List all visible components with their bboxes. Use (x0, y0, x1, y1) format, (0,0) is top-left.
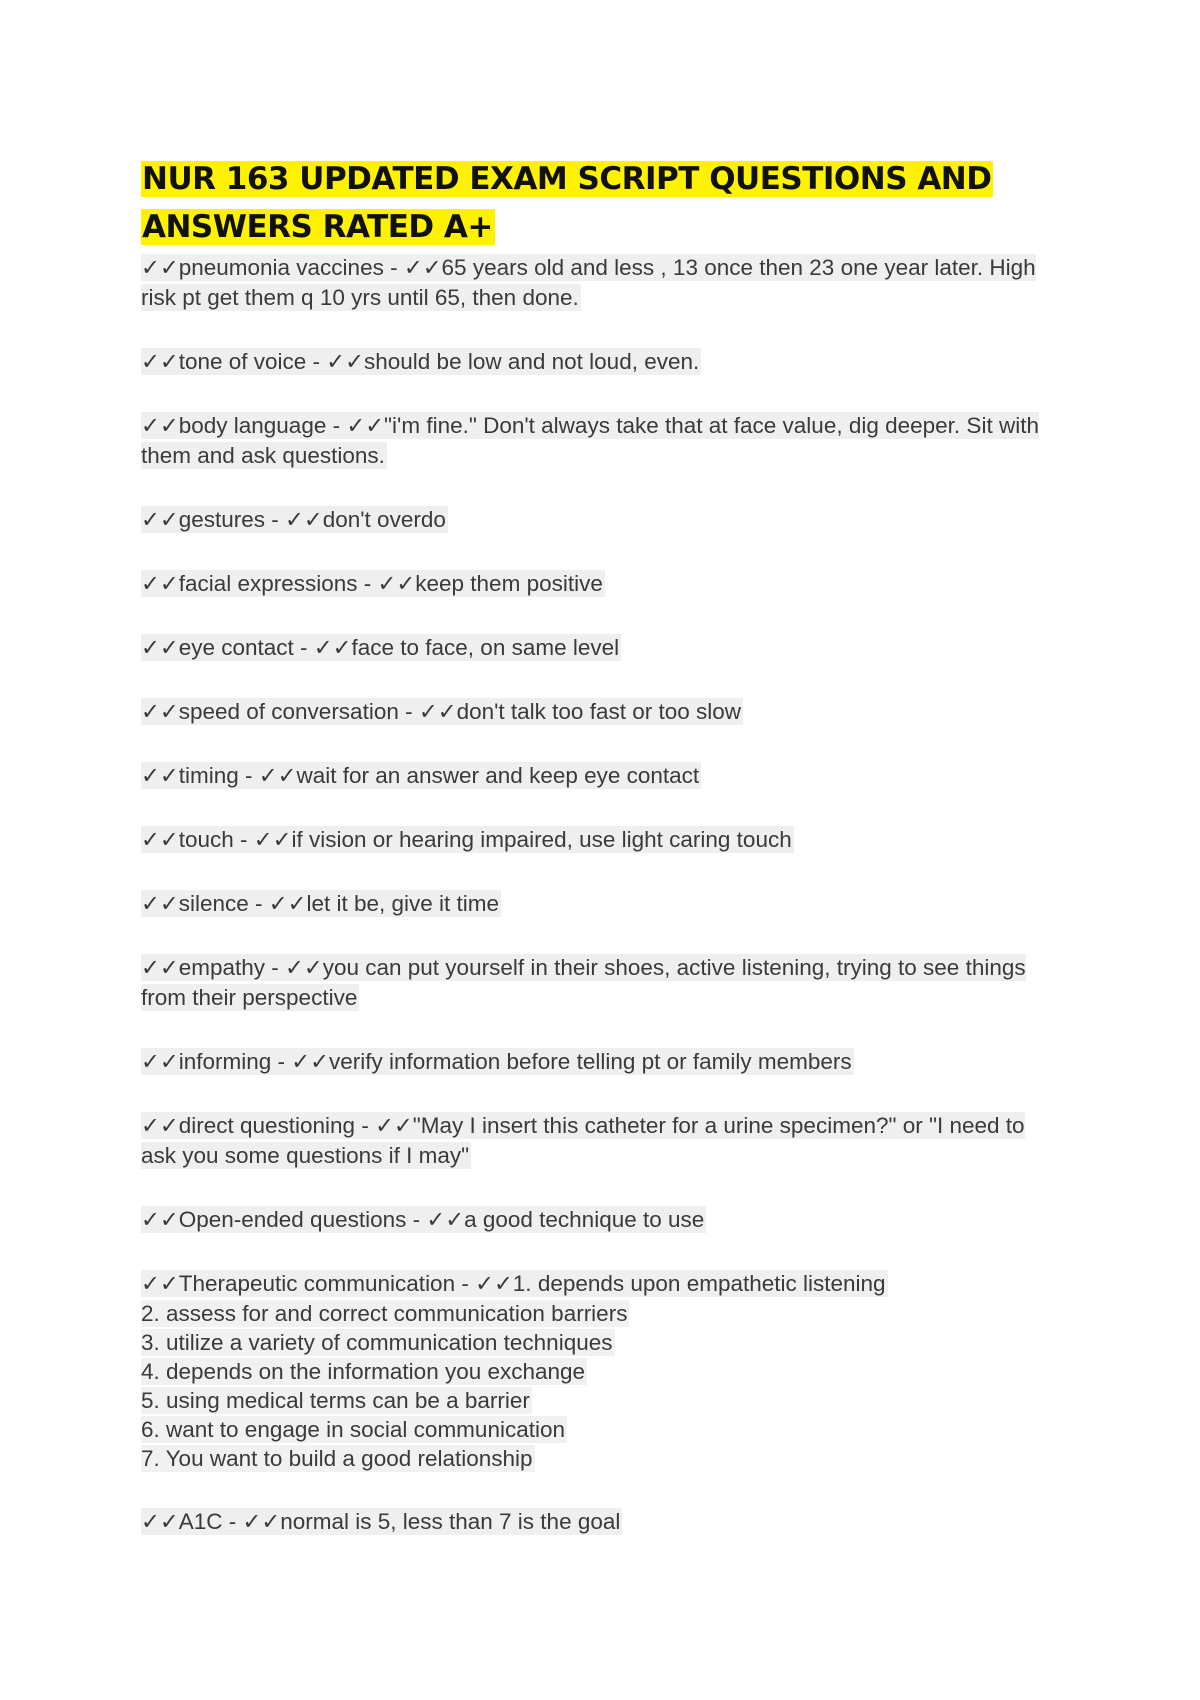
qa-term: ✓✓speed of conversation (141, 699, 399, 724)
qa-separator: - (265, 955, 286, 980)
qa-separator: - (455, 1271, 476, 1296)
qa-term: ✓✓Open-ended questions (141, 1207, 407, 1232)
qa-answer-line: 5. using medical terms can be a barrier (141, 1388, 530, 1413)
qa-separator: - (355, 1113, 376, 1138)
qa-entry (141, 411, 1061, 471)
qa-answer-list (141, 1299, 1061, 1473)
qa-term: ✓✓A1C (141, 1509, 223, 1534)
qa-answer: ✓✓let it be, give it time (268, 891, 500, 916)
qa-term: ✓✓timing (141, 763, 239, 788)
qa-answer: ✓✓don't overdo (285, 507, 446, 532)
qa-entry (141, 825, 1061, 855)
qa-term: ✓✓direct questioning (141, 1113, 356, 1138)
qa-entry (141, 505, 1061, 535)
qa-term: ✓✓facial expressions (141, 571, 358, 596)
qa-separator: - (248, 891, 269, 916)
qa-answer: ✓✓don't talk too fast or too slow (418, 699, 742, 724)
qa-entry (141, 953, 1061, 1013)
qa-answer: ✓✓"May I insert this catheter for a urine specimen?" or "I need to ask you some questions if I may" (141, 1113, 1025, 1168)
qa-answer: ✓✓you can put yourself in their shoes, active listening, trying to see things from their perspective (141, 955, 1026, 1010)
qa-answer: ✓✓if vision or hearing impaired, use light caring touch (253, 827, 792, 852)
qa-entry-therapeutic (141, 1269, 1061, 1473)
qa-entry (141, 1205, 1061, 1235)
qa-separator: - (383, 255, 404, 280)
qa-list (141, 253, 1061, 1235)
qa-answer-line: 2. assess for and correct communication barriers (141, 1301, 628, 1326)
qa-answer: ✓✓should be low and not loud, even. (326, 349, 700, 374)
qa-answer: ✓✓1. depends upon empathetic listening (475, 1271, 886, 1296)
qa-separator: - (233, 827, 254, 852)
qa-term: ✓✓gestures (141, 507, 266, 532)
qa-term: ✓✓tone of voice (141, 349, 307, 374)
qa-answer: ✓✓"i'm fine." Don't always take that at face value, dig deeper. Sit with them and ask questions. (141, 413, 1039, 468)
qa-term: ✓✓touch (141, 827, 234, 852)
title-line-2: ANSWERS RATED A+ (142, 209, 493, 245)
title-line-1: NUR 163 UPDATED EXAM SCRIPT QUESTIONS AND (142, 161, 992, 197)
qa-entry (141, 253, 1061, 313)
qa-separator: - (326, 413, 347, 438)
qa-separator: - (398, 699, 419, 724)
qa-separator: - (406, 1207, 427, 1232)
qa-term: ✓✓pneumonia vaccines (141, 255, 384, 280)
qa-term: ✓✓Therapeutic communication (141, 1271, 456, 1296)
qa-answer: ✓✓a good technique to use (426, 1207, 705, 1232)
qa-separator: - (293, 635, 314, 660)
qa-answer-line: 3. utilize a variety of communication techniques (141, 1330, 613, 1355)
qa-term: ✓✓empathy (141, 955, 266, 980)
qa-entry-a1c (141, 1507, 1061, 1537)
qa-term: ✓✓body language (141, 413, 327, 438)
document-title (141, 155, 1061, 251)
document-page (141, 155, 1061, 1571)
qa-separator: - (238, 763, 259, 788)
qa-answer: ✓✓keep them positive (377, 571, 603, 596)
qa-entry (141, 347, 1061, 377)
qa-separator: - (357, 571, 378, 596)
qa-term: ✓✓eye contact (141, 635, 294, 660)
qa-entry (141, 1111, 1061, 1171)
qa-entry (141, 889, 1061, 919)
qa-answer: ✓✓normal is 5, less than 7 is the goal (242, 1509, 621, 1534)
qa-entry (141, 1047, 1061, 1077)
qa-answer: ✓✓face to face, on same level (313, 635, 620, 660)
qa-entry (141, 697, 1061, 727)
qa-separator: - (306, 349, 327, 374)
qa-term: ✓✓informing (141, 1049, 272, 1074)
qa-entry (141, 633, 1061, 663)
qa-answer: ✓✓verify information before telling pt or family members (291, 1049, 852, 1074)
qa-separator: - (222, 1509, 243, 1534)
qa-term: ✓✓silence (141, 891, 249, 916)
qa-answer: ✓✓wait for an answer and keep eye contact (258, 763, 700, 788)
qa-answer-line: 7. You want to build a good relationship (141, 1446, 533, 1471)
qa-separator: - (271, 1049, 292, 1074)
qa-answer-line: 6. want to engage in social communication (141, 1417, 565, 1442)
qa-answer: ✓✓65 years old and less , 13 once then 23 one year later. High risk pt get them q 10 yrs until 65, then done. (141, 255, 1036, 310)
qa-separator: - (265, 507, 286, 532)
qa-answer-line: 4. depends on the information you exchange (141, 1359, 586, 1384)
qa-entry (141, 761, 1061, 791)
qa-entry (141, 569, 1061, 599)
